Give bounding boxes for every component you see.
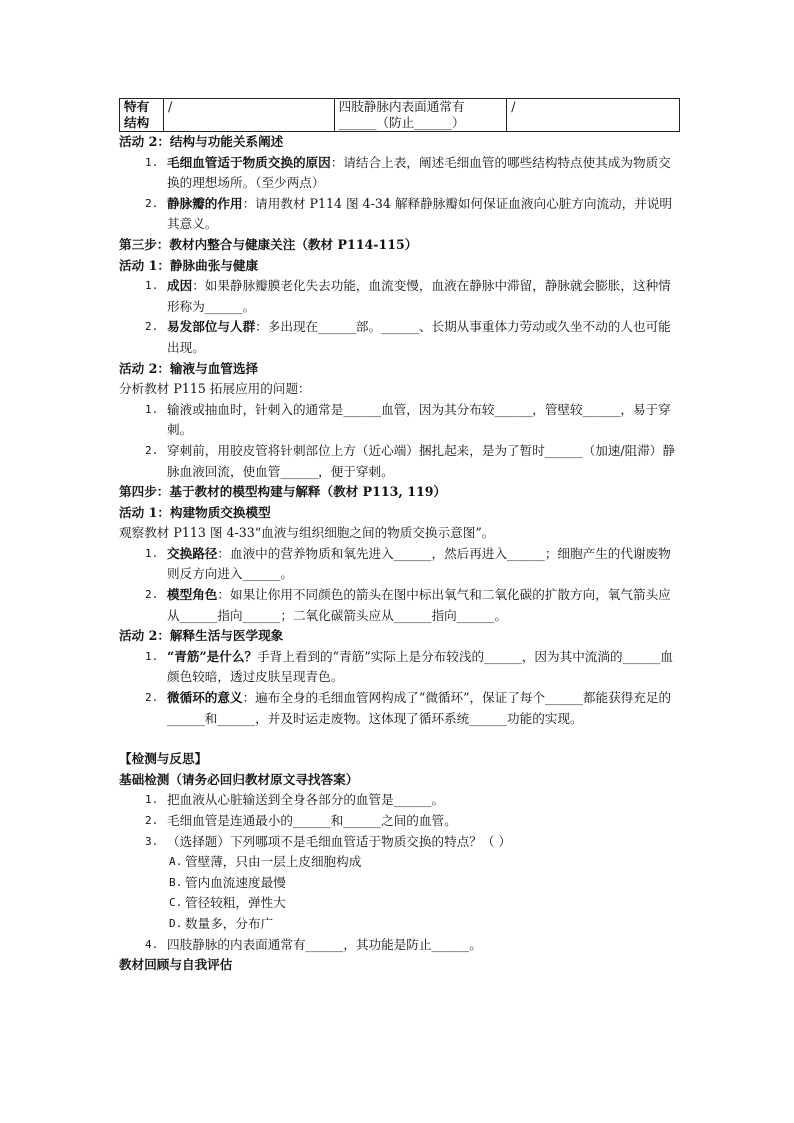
list-item <box>119 194 681 235</box>
item-number: 2. <box>145 320 159 334</box>
section-heading: 活动 2：结构与功能关系阐述 <box>119 134 284 149</box>
item-text: ：如果让你用不同颜色的箭头在图中标出氧气和二氧化碳的扩散方向，氧气箭头应从______指向______；二氧化碳箭头应从______指向______。 <box>167 587 671 623</box>
item-number: 2. <box>145 691 159 705</box>
item-number: 2. <box>145 814 159 827</box>
item-text: 毛细血管是连通最小的______和______之间的血管。 <box>167 813 457 828</box>
section-heading: 活动 1：构建物质交换模型 <box>119 504 271 520</box>
item-text: 输液或抽血时，针刺入的通常是______血管，因为其分布较______，管壁较______，易于穿刺。 <box>167 401 671 438</box>
item-text: 手背上看到的“青筋”实际上是分布较浅的______，因为其中流淌的______血颜色较暗，透过皮肤呈现青色。 <box>167 648 673 685</box>
list-item <box>119 544 681 585</box>
choice-option <box>119 873 681 894</box>
structure-table <box>119 98 680 132</box>
document-page <box>119 98 681 976</box>
choice-option <box>119 852 681 873</box>
table-cell: / <box>163 99 334 132</box>
review-heading: 【检测与反思】 <box>119 751 208 767</box>
item-text: ：血液中的营养物质和氧先进入______，然后再进入______；细胞产生的代谢废物则反方向进入______。 <box>167 545 671 582</box>
list-item <box>119 688 681 729</box>
option-text: 数量多，分布广 <box>185 915 274 931</box>
final-heading: 教材回顾与自我评估 <box>119 957 233 973</box>
item-number: 1. <box>145 155 159 169</box>
intro-text: 分析教材 P115 拓展应用的问题： <box>119 381 311 397</box>
row-label: 特有结构 <box>120 99 164 132</box>
list-item <box>119 647 681 688</box>
table-cell: 四肢静脉内表面通常有______（防止______） <box>334 99 507 132</box>
item-number: 1. <box>145 402 159 416</box>
item-text: ：请用教材 P114 图 4-34 解释静脉瓣如何保证血液向心脏方向流动，并说明其意义。 <box>167 195 673 232</box>
item-text: ：多出现在______部。______、长期从事重体力劳动或久坐不动的人也可能出现。 <box>167 319 671 355</box>
list-item <box>119 400 681 441</box>
list-item <box>119 832 681 853</box>
step-heading: 第三步：教材内整合与健康关注（教材 P114-115） <box>119 236 418 252</box>
item-number: 1. <box>145 793 159 807</box>
item-number: 1. <box>145 649 159 663</box>
item-text: ：如果静脉瓣膜老化失去功能，血流变慢，血液在静脉中滞留，静脉就会膨胀，这种情形称为______。 <box>167 278 671 314</box>
table-row <box>120 99 680 132</box>
list-item <box>119 811 681 832</box>
basic-check-heading: 基础检测（请务必回归教材原文寻找答案） <box>119 771 359 787</box>
list-item <box>119 317 681 358</box>
section-heading: 活动 1：静脉曲张与健康 <box>119 257 259 273</box>
table-cell: / <box>507 99 680 132</box>
list-item <box>119 441 681 482</box>
step-heading: 第四步：基于教材的模型构建与解释（教材 P113, 119） <box>119 484 447 500</box>
section-heading: 活动 2：解释生活与医学现象 <box>119 628 284 644</box>
item-number: 2. <box>145 443 159 457</box>
list-item <box>119 276 681 317</box>
option-letter: C. <box>169 896 183 910</box>
item-text: 穿刺前，用胶皮管将针刺部位上方（近心端）捆扎起来，是为了暂时______（加速/阻滞）静脉血液回流，使血管______，便于穿刺。 <box>167 442 675 479</box>
item-keyword: 交换路径 <box>167 545 218 561</box>
choice-option <box>119 914 681 935</box>
option-text: 管径较粗，弹性大 <box>185 895 286 911</box>
option-letter: B. <box>169 875 183 889</box>
list-item <box>119 153 681 194</box>
list-item <box>119 585 681 626</box>
item-number: 4. <box>145 937 159 951</box>
item-keyword: 毛细血管适于物质交换的原因 <box>167 154 331 170</box>
choice-option <box>119 893 681 914</box>
option-text: 管内血流速度最慢 <box>185 874 286 890</box>
intro-text: 观察教材 P113 图 4-33“血液与组织细胞之间的物质交换示意图”。 <box>119 525 495 541</box>
item-number: 2. <box>145 196 159 210</box>
item-number: 2. <box>145 588 159 602</box>
option-letter: A. <box>169 855 183 869</box>
item-text: ：遍布全身的毛细血管网构成了“微循环”，保证了每个______都能获得充足的______和______，并及时运走废物。这体现了循环系统______功能的实现。 <box>167 690 672 726</box>
item-keyword: 微循环的意义 <box>167 690 243 706</box>
item-number: 1. <box>145 279 159 293</box>
item-text: 四肢静脉的内表面通常有______，其功能是防止______。 <box>167 936 482 952</box>
option-text: 管壁薄，只由一层上皮细胞构成 <box>185 854 362 870</box>
list-item <box>119 790 681 811</box>
item-text: （选择题）下列哪项不是毛细血管适于物质交换的特点？（ ） <box>167 833 512 849</box>
option-letter: D. <box>169 916 183 930</box>
list-item <box>119 935 681 956</box>
item-text: 把血液从心脏输送到全身各部分的血管是______。 <box>167 792 445 808</box>
item-keyword: “青筋”是什么？ <box>167 648 258 664</box>
item-keyword: 模型角色 <box>167 587 218 603</box>
item-keyword: 成因 <box>167 278 193 294</box>
spacer <box>119 729 681 749</box>
item-number: 3. <box>145 834 159 848</box>
item-text: ：请结合上表，阐述毛细血管的哪些结构特点使其成为物质交换的理想场所。（至少两点） <box>167 154 671 191</box>
section-heading: 活动 2：输液与血管选择 <box>119 360 259 376</box>
item-keyword: 静脉瓣的作用 <box>167 195 243 211</box>
item-number: 1. <box>145 546 159 560</box>
item-keyword: 易发部位与人群 <box>167 319 256 335</box>
